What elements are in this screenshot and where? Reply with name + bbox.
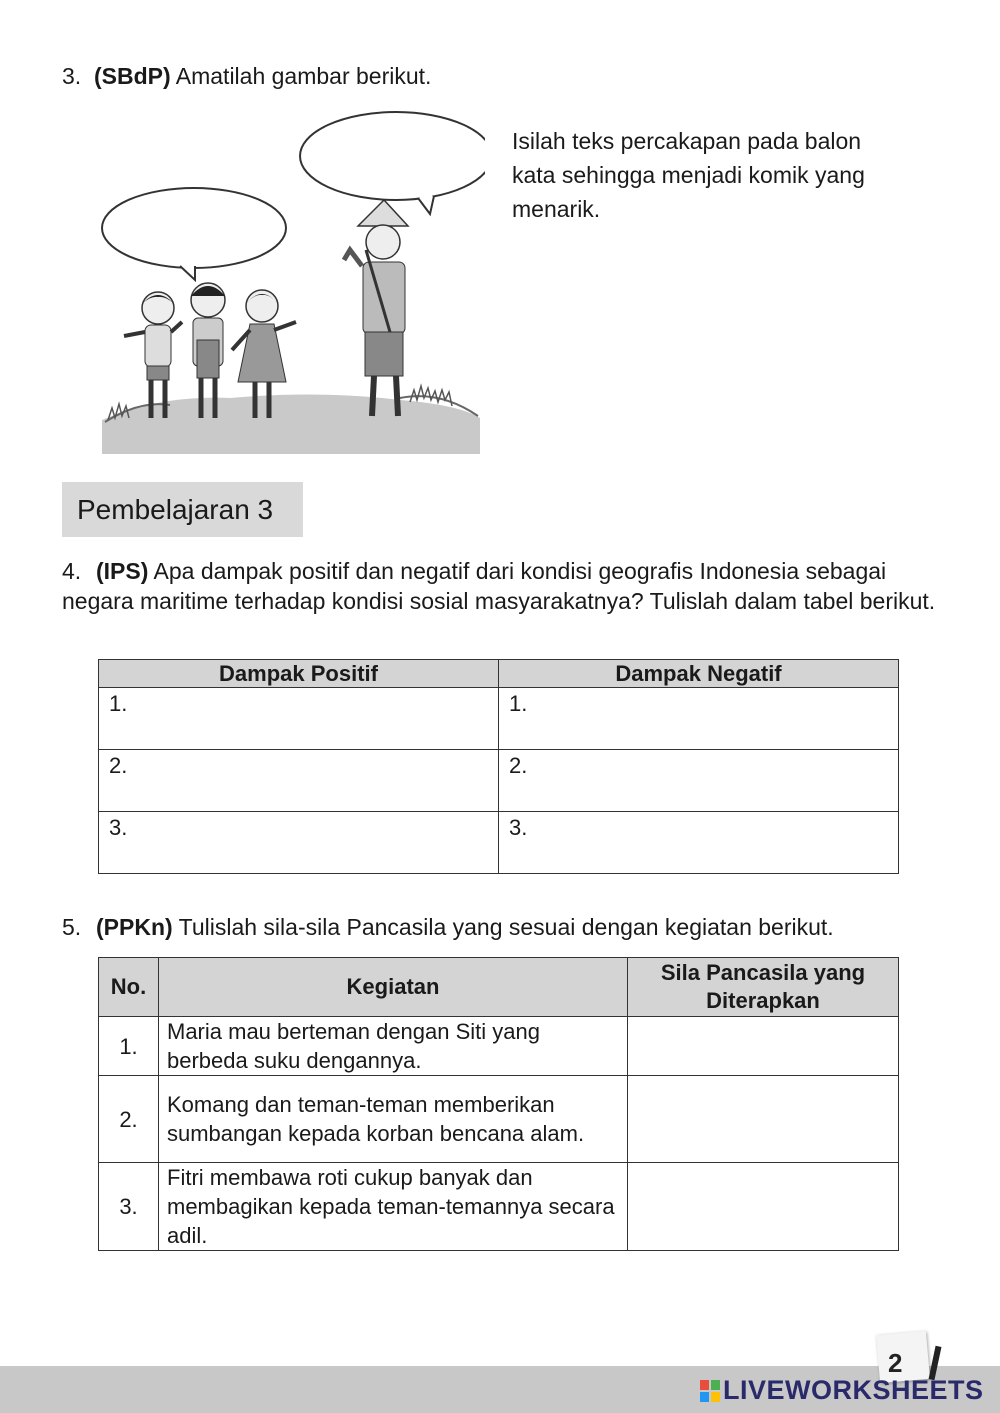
answer-cell[interactable]: 1.: [99, 688, 499, 750]
question-number: 5.: [62, 914, 82, 940]
question-text: Tulislah sila-sila Pancasila yang sesuai dengan kegiatan berikut.: [172, 914, 834, 940]
question-3: [62, 61, 431, 91]
answer-cell[interactable]: 2.: [499, 750, 899, 812]
subject-label: (IPS): [96, 558, 149, 584]
brand-logo[interactable]: [700, 1375, 984, 1406]
answer-cell[interactable]: 1.: [499, 688, 899, 750]
subject-label: (PPKn): [96, 914, 173, 940]
question-4: [62, 556, 942, 616]
speech-balloon-left[interactable]: [102, 188, 286, 280]
question-text: Apa dampak positif dan negatif dari kondisi geografis Indonesia sebagai negara maritime terhadap kondisi sosial masyarakatnya? Tulislah dalam tabel berikut.: [62, 558, 936, 614]
row-number: 2.: [99, 1076, 159, 1163]
question-number: 4.: [62, 558, 82, 584]
column-header: Sila Pancasila yang Diterapkan: [628, 958, 899, 1017]
subject-label: (SBdP): [93, 63, 171, 89]
row-number: 3.: [99, 1163, 159, 1251]
question-number: 3.: [62, 63, 82, 89]
column-header: No.: [99, 958, 159, 1017]
answer-cell[interactable]: 3.: [499, 812, 899, 874]
liveworksheets-logo-icon: [700, 1380, 720, 1402]
answer-cell[interactable]: [628, 1076, 899, 1163]
child-figure: [124, 292, 182, 418]
column-header: Dampak Positif: [99, 660, 499, 688]
section-title: Pembelajaran 3: [62, 482, 303, 537]
column-header: Kegiatan: [159, 958, 628, 1017]
table-row: [99, 1076, 899, 1163]
speech-balloon-right[interactable]: [300, 112, 485, 214]
table-row: [99, 750, 899, 812]
activity-cell: Fitri membawa roti cukup banyak dan membagikan kepada teman-temannya secara adil.: [159, 1163, 628, 1251]
column-header: Dampak Negatif: [499, 660, 899, 688]
page-number: 2: [888, 1348, 903, 1378]
table-row: [99, 1017, 899, 1076]
row-number: 1.: [99, 1017, 159, 1076]
answer-cell[interactable]: 3.: [99, 812, 499, 874]
activity-cell: Maria mau berteman dengan Siti yang berbeda suku dengannya.: [159, 1017, 628, 1076]
question-text: Amatilah gambar berikut.: [170, 63, 432, 89]
comic-illustration: [100, 100, 485, 456]
brand-name: LIVEWORKSHEETS: [723, 1375, 984, 1405]
impact-table: [98, 659, 899, 874]
table-row: [99, 1163, 899, 1251]
table-row: [99, 688, 899, 750]
table-row: [99, 812, 899, 874]
answer-cell[interactable]: [628, 1017, 899, 1076]
pancasila-table: [98, 957, 899, 1251]
question-5: [62, 912, 942, 942]
answer-cell[interactable]: [628, 1163, 899, 1251]
activity-cell: Komang dan teman-teman memberikan sumbangan kepada korban bencana alam.: [159, 1076, 628, 1163]
instruction-text: Isilah teks percakapan pada balon kata sehingga menjadi komik yang menarik.: [512, 128, 865, 222]
answer-cell[interactable]: 2.: [99, 750, 499, 812]
farmer-figure: [344, 200, 408, 416]
